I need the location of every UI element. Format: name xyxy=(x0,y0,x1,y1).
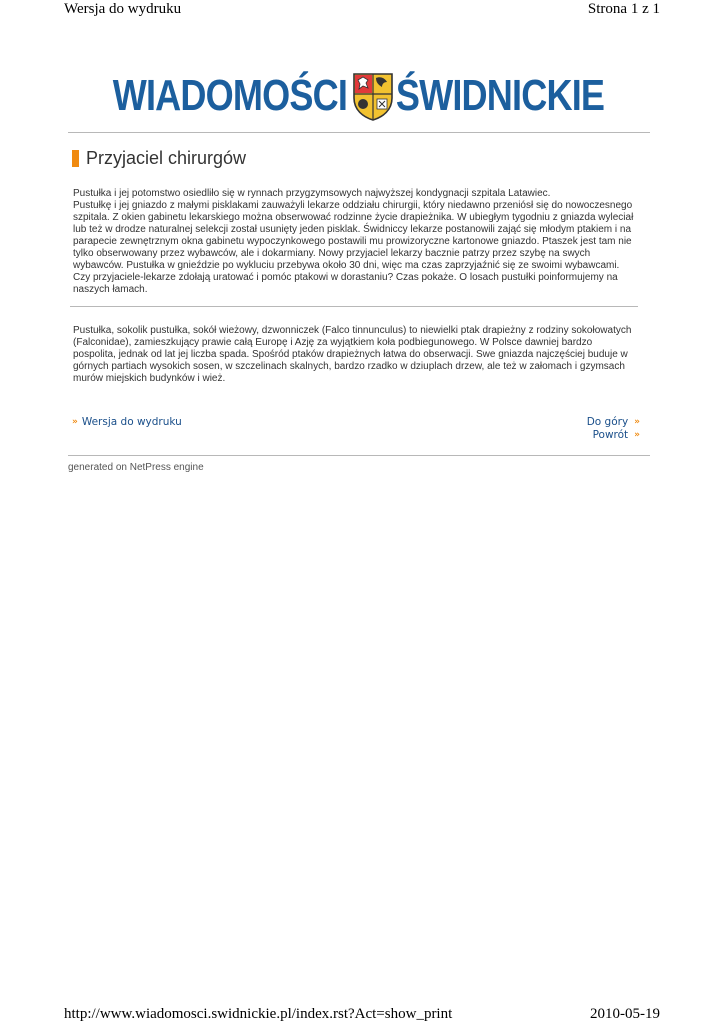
back-to-top-label: Do góry xyxy=(586,416,629,428)
paragraph-line: Pustułkę i jej gniazdo z małymi pisklakami zauważyli lekarze oddziału chirurgii, który niedawno przeniósł się do nowoczesnego xyxy=(73,200,633,211)
print-version-label: Wersja do wydruku xyxy=(81,416,182,428)
paragraph-line: wybawców. Pustułka w gnieździe po wykluciu przebywa około 30 dni, więc ma czas zaprzyjaźnić się ze swoimi wybawcami. xyxy=(73,260,620,271)
article-heading xyxy=(72,148,246,169)
article-paragraph-info xyxy=(73,325,639,385)
paragraph-line: Pustułka i jej potomstwo osiedliło się w rynnach przygzymsowych najwyższej kondygnacji szpitala Latawiec. xyxy=(73,188,551,199)
title-accent-bar xyxy=(72,150,79,167)
coat-of-arms-icon xyxy=(351,70,395,122)
generated-note: generated on NetPress engine xyxy=(68,462,204,473)
print-version-link[interactable] xyxy=(72,416,182,428)
article-paragraph-main xyxy=(73,188,639,296)
return-label: Powrót xyxy=(592,429,629,441)
print-header-page-count: Strona 1 z 1 xyxy=(587,1,660,17)
paragraph-line: szpitala. Z okien gabinetu lekarskiego można obserwować rodzinne życie drapieżnika. W ubiegłym tygodniu z gniazda wyleciał xyxy=(73,212,634,223)
double-chevron-right-icon: » xyxy=(634,430,638,440)
print-header-title: Wersja do wydruku xyxy=(64,1,182,17)
paragraph-line: (Falconidae), zamieszkujący prawie całą Europę i Azję za wyjątkiem koła podbiegunowego. W Polsce dawniej bardzo xyxy=(73,337,593,348)
double-chevron-right-icon: » xyxy=(634,417,638,427)
divider-bottom xyxy=(68,455,650,456)
paragraph-line: pospolita, jednak od lat jej liczba spada. Spośród ptaków drapieżnych łatwa do obserwacji. Swe gniazda najczęściej buduje w xyxy=(73,349,628,360)
paragraph-line: naszych łamach. xyxy=(73,284,148,295)
back-to-top-link[interactable] xyxy=(587,416,638,428)
paragraph-line: parapecie zewnętrznym okna gabinetu wypoczynkowego postawili mu prowizoryczne kartonowe gniazdo. Ptaszek jest tam nie xyxy=(73,236,632,247)
print-footer-date: 2010-05-19 xyxy=(590,1006,660,1022)
return-link[interactable] xyxy=(593,429,638,441)
divider-top xyxy=(68,132,650,133)
masthead-logo xyxy=(112,68,605,124)
double-chevron-right-icon: » xyxy=(72,417,76,427)
paragraph-line: górnych partiach wysokich sosen, w szczelinach skalnych, bardzo rzadko w dziuplach drzew, ale też w załomach i gzymsach xyxy=(73,361,625,372)
divider-middle xyxy=(70,306,638,307)
paragraph-line: murów miejskich budynków i wież. xyxy=(73,373,226,384)
masthead-word-right: ŚWIDNICKIE xyxy=(395,71,605,120)
article-title: Przyjaciel chirurgów xyxy=(86,148,247,168)
masthead-word-left: WIADOMOŚCI xyxy=(112,71,348,120)
print-footer-url: http://www.wiadomosci.swidnickie.pl/index.rst?Act=show_print xyxy=(64,1006,453,1022)
paragraph-line: Czy przyjaciele-lekarze zdołają uratować i pomóc ptakowi w dorastaniu? Czas pokaże. O losach pustułki poinformujemy na xyxy=(73,272,618,283)
paragraph-line: tylko obserwowany przez wybawców, ale i dokarmiany. Nowy przyjaciel lekarzy bacznie patrzy przez szybę na swych xyxy=(73,248,591,259)
paragraph-line: Pustułka, sokolik pustułka, sokół wieżowy, dzwonniczek (Falco tinnunculus) to niewielki ptak drapieżny z rodziny sokołowatych xyxy=(73,325,632,336)
paragraph-line: lub też w drodze naturalnej selekcji został usunięty jeden pisklak. Świdniccy lekarze postanowili zająć się młodym ptakiem i na xyxy=(73,224,632,235)
